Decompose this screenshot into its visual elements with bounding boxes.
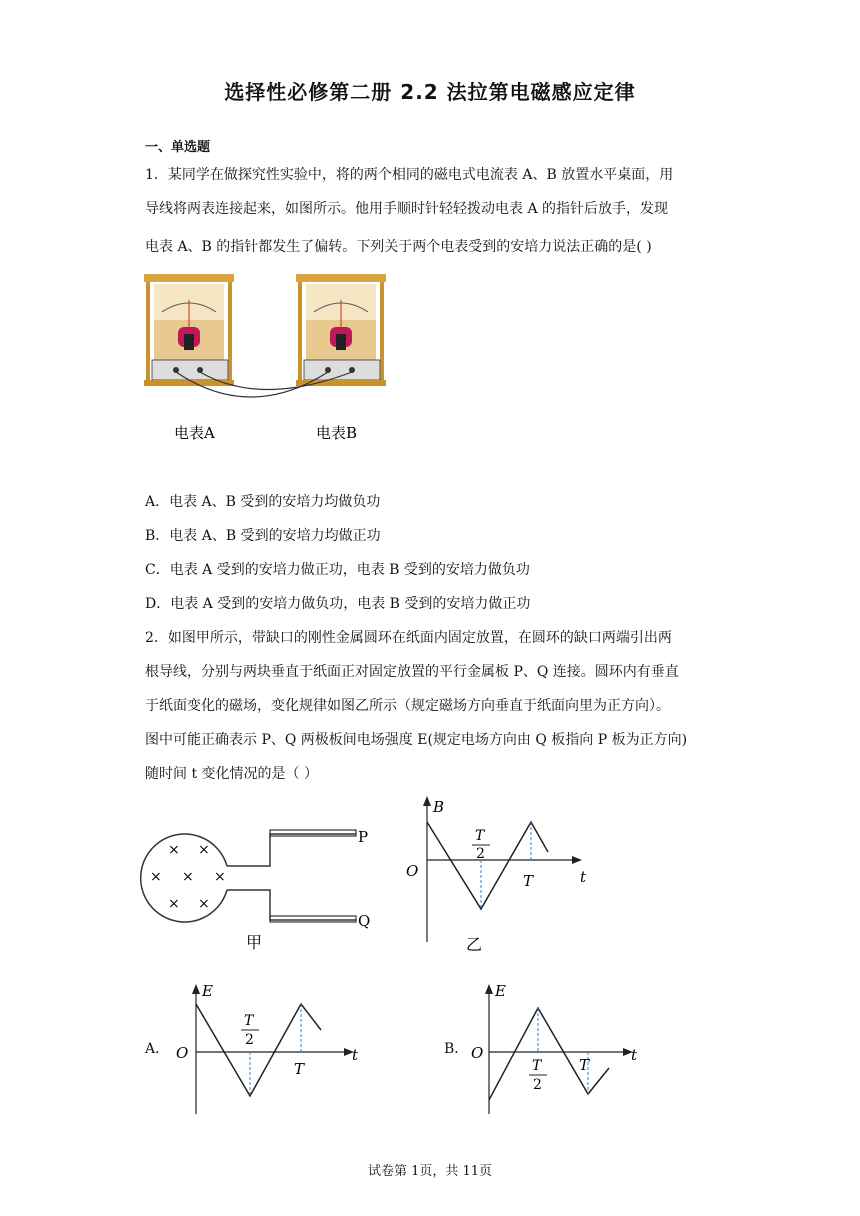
- svg-text:×: ×: [198, 842, 210, 858]
- q1-figure-meters: [140, 272, 400, 452]
- page-footer: 试卷第 1页，共 11页: [367, 1164, 493, 1179]
- q1-option-b: B．电表 A、B 受到的安培力均做正功: [145, 528, 381, 544]
- plate-q: [270, 916, 356, 922]
- svg-text:×: ×: [150, 869, 162, 885]
- meter-b-label: 电表B: [316, 424, 358, 442]
- t-axis-label-b: t: [631, 1046, 638, 1064]
- q2-option-a-graph: [170, 980, 365, 1120]
- t-half-num-b: T: [532, 1058, 542, 1074]
- svg-text:×: ×: [214, 869, 226, 885]
- svg-text:×: ×: [168, 842, 180, 858]
- meter-a-label: 电表A: [174, 424, 215, 442]
- q2-text-line-3: 于纸面变化的磁场，变化规律如图乙所示（规定磁场方向垂直于纸面向里为正方向）。: [145, 698, 670, 714]
- q1-option-d: D．电表 A 受到的安培力做负功，电表 B 受到的安培力做正功: [145, 596, 531, 612]
- q2-option-b-label: B．: [444, 1041, 469, 1057]
- origin-label-a: O: [176, 1044, 189, 1062]
- meter-a: [144, 274, 234, 386]
- field-crosses: [150, 842, 226, 912]
- svg-text:×: ×: [198, 896, 210, 912]
- b-curve: [427, 822, 548, 909]
- q1-option-c: C．电表 A 受到的安培力做正功，电表 B 受到的安培力做负功: [145, 562, 530, 578]
- q1-text-line-3: 电表 A、B 的指针都发生了偏转。下列关于两个电表受到的安培力说法正确的是( ): [145, 239, 652, 255]
- origin-label-b: O: [471, 1044, 484, 1062]
- origin-label: O: [406, 862, 419, 880]
- svg-text:×: ×: [182, 869, 194, 885]
- b-axis-label: B: [433, 798, 445, 816]
- q2-text-line-1: 2．如图甲所示，带缺口的刚性金属圆环在纸面内固定放置，在圆环的缺口两端引出两: [145, 630, 672, 646]
- t-full-label-a: T: [294, 1060, 305, 1078]
- fig-jia-caption: 甲: [246, 933, 263, 952]
- e-axis-label-a: E: [202, 982, 213, 1000]
- meter-b: [296, 274, 386, 386]
- t-axis-label: t: [580, 868, 587, 886]
- section-heading: 一、单选题: [145, 140, 211, 155]
- q1-text-line-1: 1．某同学在做探究性实验中，将的两个相同的磁电式电流表 A、B 放置水平桌面，用: [145, 167, 674, 183]
- t-half-den-a: 2: [245, 1032, 254, 1048]
- plate-p: [270, 830, 356, 836]
- fig-yi-caption: 乙: [466, 935, 483, 954]
- e-curve-b: [489, 1008, 609, 1100]
- t-half-numerator: T: [475, 828, 485, 844]
- t-axis-label-a: t: [352, 1046, 359, 1064]
- fig-yi: [400, 792, 600, 957]
- plate-q-label: Q: [358, 912, 371, 930]
- e-curve-a: [196, 1004, 321, 1096]
- page-title: 选择性必修第二册 2.2 法拉第电磁感应定律: [224, 80, 636, 104]
- e-axis-label-b: E: [495, 982, 506, 1000]
- t-half-denominator: 2: [476, 846, 485, 862]
- fig-jia: [140, 820, 385, 955]
- t-half-num-a: T: [244, 1013, 254, 1029]
- plate-p-label: P: [358, 828, 369, 846]
- t-full-label-b: T: [579, 1056, 590, 1074]
- q1-option-a: A．电表 A、B 受到的安培力均做负功: [145, 494, 381, 510]
- q2-text-line-5: 随时间 t 变化情况的是（ ）: [145, 766, 318, 782]
- t-full-label: T: [523, 872, 534, 890]
- q2-text-line-4: 图中可能正确表示 P、Q 两极板间电场强度 E(规定电场方向由 Q 板指向 P 板为正方向): [145, 732, 688, 748]
- svg-text:×: ×: [168, 896, 180, 912]
- q2-option-a-label: A．: [145, 1041, 170, 1057]
- t-half-den-b: 2: [533, 1077, 542, 1093]
- q1-text-line-2: 导线将两表连接起来，如图所示。他用手顺时针轻轻拨动电表 A 的指针后放手，发现: [145, 201, 669, 217]
- q2-option-b-graph: [467, 980, 662, 1120]
- q2-text-line-2: 根导线，分别与两块垂直于纸面正对固定放置的平行金属板 P、Q 连接。圆环内有垂直: [145, 664, 679, 680]
